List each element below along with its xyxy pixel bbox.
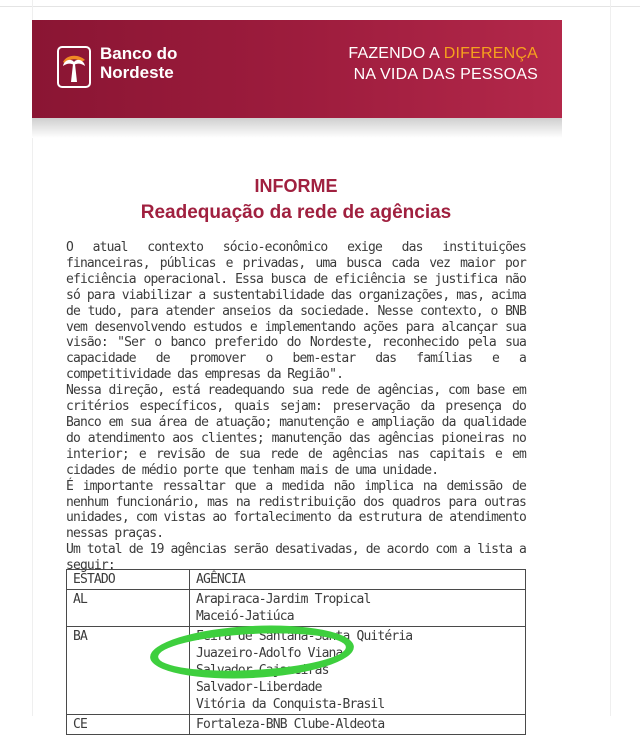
agency-name: Salvador-Cajazeiras bbox=[196, 663, 329, 678]
slogan-part-1: FAZENDO A bbox=[348, 45, 444, 62]
paragraph-direction: Nessa direção, está readequando sua rede de agências, com base em critérios específicos, quais sejam: preservação da presença do Banco em sua área de atuação; manutenção e ampliação da qualidade do atendimento aos clientes; manutenção das agências pioneiras no interior; e revisão de sua rede de agências nas capitais e em cidades de médio porte que tenham mais de uma unidade. bbox=[66, 383, 526, 478]
document-body bbox=[66, 240, 526, 574]
document-title: INFORME bbox=[254, 176, 338, 196]
slogan-line-2: NA VIDA DAS PESSOAS bbox=[353, 66, 538, 83]
banner-shadow bbox=[32, 118, 562, 138]
bank-logo-icon bbox=[57, 46, 91, 88]
document-subtitle: Readequação da rede de agências bbox=[140, 202, 452, 223]
header-agency: AGÊNCIA bbox=[190, 570, 526, 590]
state-cell: AL bbox=[67, 590, 190, 627]
agency-name: Maceió-Jatiúca bbox=[196, 609, 294, 624]
agency-cell bbox=[190, 590, 526, 627]
slogan bbox=[348, 43, 538, 85]
slogan-highlight: DIFERENÇA bbox=[443, 45, 538, 62]
agency-name: Arapiraca-Jardim Tropical bbox=[196, 592, 371, 607]
agency-name: Feira de Santana-Santa Quitéria bbox=[196, 629, 413, 644]
table-row bbox=[67, 715, 526, 735]
agency-name: Vitória da Conquista-Brasil bbox=[196, 697, 385, 712]
agency-name: Juazeiro-Adolfo Viana bbox=[196, 646, 343, 661]
table-header-row bbox=[67, 570, 526, 590]
agency-name: Fortaleza-BNB Clube-Aldeota bbox=[196, 717, 385, 732]
paragraph-employees: É importante ressaltar que a medida não implica na demissão de nenhum funcionário, mas na redistribuição dos quadros para outras unidades, com vistas ao fortalecimento da estrutura de atendimento nessas praças. bbox=[66, 478, 526, 542]
agency-name: Salvador-Liberdade bbox=[196, 680, 322, 695]
paragraph-total: Um total de 19 agências serão desativadas, de acordo com a lista a seguir: bbox=[66, 542, 526, 574]
state-cell: BA bbox=[67, 627, 190, 715]
page-right-edge bbox=[610, 0, 611, 716]
table-row bbox=[67, 590, 526, 627]
state-cell: CE bbox=[67, 715, 190, 735]
header-state: ESTADO bbox=[67, 570, 190, 590]
logo-line-2: Nordeste bbox=[100, 63, 174, 82]
paragraph-context: O atual contexto sócio-econômico exige das instituições financeiras, públicas e privadas, uma busca cada vez maior por eficiência operacional. Essa busca de eficiência se justifica não só para viabilizar a sustentabilidade das organizações, mas, acima de tudo, para atender anseios da sociedade. Nesse contexto, o BNB vem desenvolvendo estudos e implementando ações para alcançar sua visão: "Ser o banco preferido do Nordeste, reconhecido pela sua capacidade de promover o bem-estar das famílias e a competitividade das empresas da Região". bbox=[66, 240, 526, 383]
top-rule bbox=[0, 6, 640, 7]
agency-cell bbox=[190, 715, 526, 735]
logo-line-1: Banco do bbox=[100, 44, 178, 63]
bank-logo-text bbox=[100, 44, 210, 82]
